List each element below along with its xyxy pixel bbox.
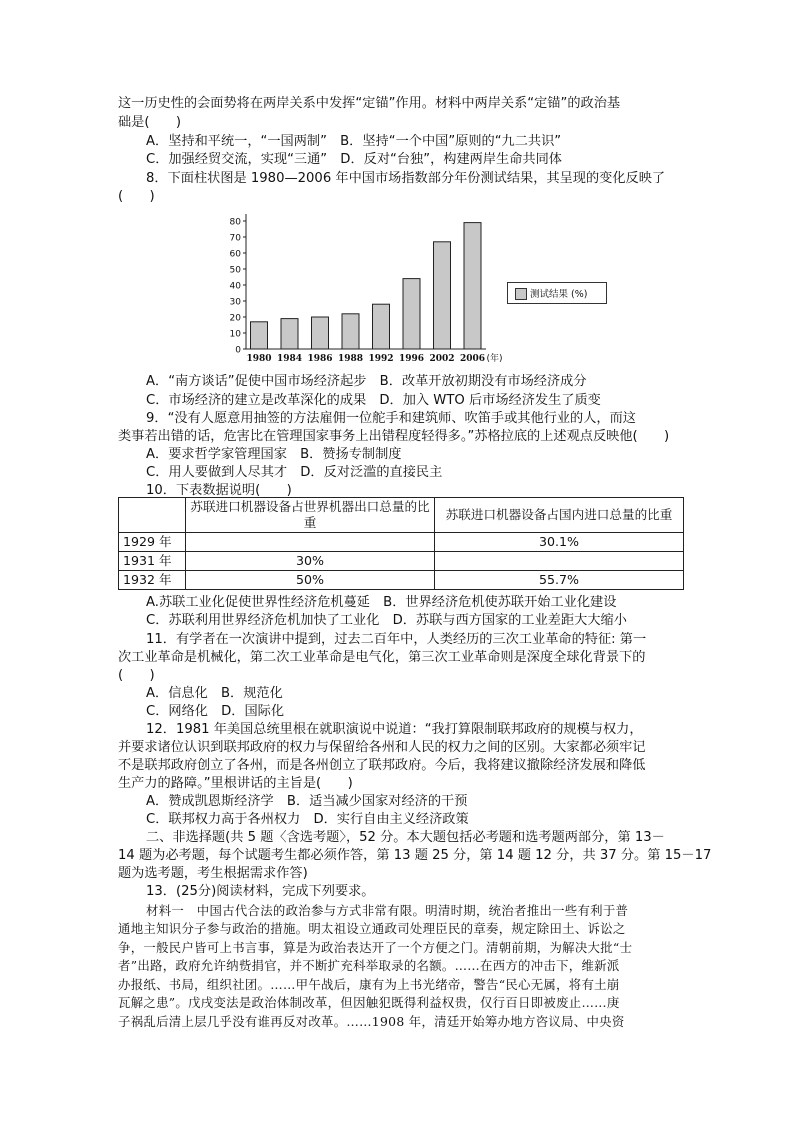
x-tick-label: 1996	[398, 354, 425, 364]
q13-material-line-6: 瓦解之患”。戊戌变法是政治体制改革，但因触犯既得利益权贵，仅行百日即被废止……庚	[118, 995, 620, 1010]
x-axis-unit: (年)	[486, 354, 503, 364]
bar-1980	[251, 322, 268, 349]
table-cell-domestic	[435, 552, 684, 571]
y-tick-label: 30	[229, 297, 241, 308]
table-cell-year: 1929 年	[119, 533, 186, 552]
bar-1986	[312, 317, 329, 349]
q12-stem-line-4: 生产力的路障。”里根讲话的主旨是( )	[118, 776, 353, 791]
bar-chart	[226, 208, 516, 370]
q10-stem: 10．下表数据说明( )	[146, 483, 292, 498]
q9-stem-line-1: 9．“没有人愿意用抽签的方法雇佣一位舵手和建筑师、吹笛手或其他行业的人，而这	[146, 411, 636, 426]
table-row	[119, 533, 684, 552]
x-tick-label: 1980	[246, 354, 272, 364]
bar-1984	[281, 319, 298, 349]
q10-data-table	[118, 497, 684, 590]
legend-label: 测试结果 (%)	[530, 289, 588, 300]
q7-options-ab: A．坚持和平统一，“一国两制” B．坚持“一个中国”原则的“九二共识”	[146, 134, 562, 149]
q11-stem-line-3: ( )	[118, 668, 155, 683]
table-header-row	[119, 498, 684, 533]
q8-options-cd: C．市场经济的建立是改革深化的成果 D．加入 WTO 后市场经济发生了质变	[146, 393, 601, 408]
q13-material-line-3: 争，一般民户皆可上书言事，算是为政治表达开了一个方便之门。清朝前期，为解决大批“士	[118, 940, 633, 955]
x-tick-label: 2006	[459, 354, 486, 364]
q11-options-ab: A．信息化 B．规范化	[146, 686, 283, 701]
table-cell-domestic: 55.7%	[435, 571, 684, 590]
q8-options-ab: A．“南方谈话”促使中国市场经济起步 B．改革开放初期没有市场经济成分	[146, 374, 587, 389]
q12-stem-line-2: 并要求诸位认识到联邦政府的权力与保留给各州和人民的权力之间的区别。大家都必须牢记	[118, 740, 646, 755]
y-tick-label: 70	[229, 233, 241, 244]
bar-1988	[342, 314, 359, 349]
q8-stem-line-1: 8．下面柱状图是 1980—2006 年中国市场指数部分年份测试结果，其呈现的变化反映了	[146, 171, 666, 186]
q10-options-cd: C．苏联利用世界经济危机加快了工业化 D．苏联与西方国家的工业差距大大缩小	[146, 613, 627, 628]
table-cell-year: 1931 年	[119, 552, 186, 571]
y-tick-label: 50	[229, 265, 241, 276]
q8-stem-line-2: ( )	[118, 189, 155, 204]
part2-intro-line-3: 题为选考题，考生根据需求作答)	[118, 866, 308, 881]
x-tick-label: 2002	[429, 354, 455, 364]
x-tick-label: 1988	[337, 354, 364, 364]
table-row	[119, 571, 684, 590]
table-cell-world: 50%	[186, 571, 435, 590]
y-tick-label: 80	[229, 217, 241, 228]
table-header-year	[119, 498, 186, 533]
q12-stem-line-1: 12．1981 年美国总统里根在就职演说中说道：“我打算限制联邦政府的规模与权力，	[146, 722, 643, 737]
q11-stem-line-1: 11．有学者在一次演讲中提到，过去二百年中，人类经历的三次工业革命的特征: 第一	[146, 632, 647, 647]
q13-material-line-1: 材料一 中国古代合法的政治参与方式非常有限。明清时期，统治者推出一些有利于普	[146, 903, 629, 918]
q13-stem: 13．(25分)阅读材料，完成下列要求。	[146, 884, 375, 899]
table-row	[119, 552, 684, 571]
y-tick-label: 60	[229, 249, 241, 260]
legend-swatch	[515, 288, 527, 300]
table-cell-domestic: 30.1%	[435, 533, 684, 552]
x-tick-label: 1986	[307, 354, 333, 364]
q7-stem-line-2: 础是( )	[118, 115, 182, 130]
bar-1992	[373, 304, 390, 349]
q12-options-cd: C．联邦权力高于各州权力 D．实行自由主义经济政策	[146, 812, 469, 827]
chart-legend	[507, 282, 607, 304]
table-cell-world: 30%	[186, 552, 435, 571]
q13-material-line-7: 子祸乱后清上层几乎没有谁再反对改革。……1908 年，清廷开始筹办地方咨议局、中央资	[118, 1014, 625, 1029]
q9-options-ab: A．要求哲学家管理国家 B．赞扬专制制度	[146, 447, 402, 462]
q12-options-ab: A．赞成凯恩斯经济学 B．适当减少国家对经济的干预	[146, 794, 468, 809]
table-header-world-share: 苏联进口机器设备占世界机器出口总量的比重	[186, 498, 435, 533]
y-tick-label: 10	[229, 329, 241, 340]
q13-material-line-5: 办报纸、书局，组织社团。……甲午战后，康有为上书光绪帝，警告“民心无属，将有土崩	[118, 977, 620, 992]
bar-2002	[434, 242, 451, 349]
part2-intro-line-1: 二、非选择题(共 5 题〈含选考题〉，52 分。本大题包括必考题和选考题两部分，第 13－	[146, 830, 665, 845]
q7-stem-line-1: 这一历史性的会面势将在两岸关系中发挥“定锚”作用。材料中两岸关系“定锚”的政治基	[118, 96, 621, 111]
y-tick-label: 20	[229, 313, 241, 324]
x-tick-label: 1984	[276, 354, 303, 364]
q9-options-cd: C．用人要做到人尽其才 D．反对泛滥的直接民主	[146, 465, 443, 480]
q13-material-line-4: 者”出路，政府允许纳赀捐官，并不断扩充科举取录的名额。……在西方的冲击下，维新派	[118, 958, 620, 973]
table-cell-year: 1932 年	[119, 571, 186, 590]
q13-material-line-2: 通地主知识分子参与政治的措施。明太祖设立通政司处理臣民的章奏，规定除田土、诉讼之	[118, 921, 626, 936]
y-tick-label: 40	[229, 281, 241, 292]
q11-options-cd: C．网络化 D．国际化	[146, 704, 285, 719]
q10-options-ab: A.苏联工业化促使世界性经济危机蔓延 B．世界经济危机使苏联开始工业化建设	[146, 595, 617, 610]
bar-1996	[403, 279, 420, 349]
part2-intro-line-2: 14 题为必考题，每个试题考生都必须作答，第 13 题 25 分，第 14 题 12 分，共 37 分。第 15－17	[118, 848, 712, 863]
x-tick-label: 1992	[368, 354, 394, 364]
q9-stem-line-2: 类事若出错的话，危害比在管理国家事务上出错程度轻得多。”苏格拉底的上述观点反映他( )	[118, 429, 670, 444]
table-cell-world	[186, 533, 435, 552]
q11-stem-line-2: 次工业革命是机械化，第二次工业革命是电气化，第三次工业革命则是深度全球化背景下的	[118, 650, 646, 665]
table-header-domestic-share: 苏联进口机器设备占国内进口总量的比重	[435, 498, 684, 533]
y-tick-label: 0	[235, 345, 241, 356]
bar-2006	[464, 223, 481, 349]
q12-stem-line-3: 不是联邦政府创立了各州，而是各州创立了联邦政府。今后，我将建议撤除经济发展和降低	[118, 758, 646, 773]
q7-options-cd: C．加强经贸交流，实现“三通” D．反对“台独”，构建两岸生命共同体	[146, 152, 562, 167]
